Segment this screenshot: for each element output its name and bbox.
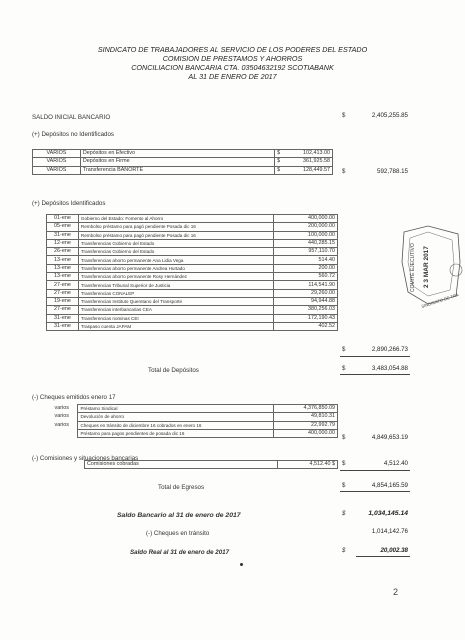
- total-egresos-label: Total de Egresos: [158, 484, 205, 491]
- table-row: 27-ene Transferencias CONALEP 29,260.00: [47, 289, 338, 297]
- table-row: varios Devolución de ahorro 49,810.31: [46, 413, 338, 421]
- depositos-no-identificados-table: [32, 149, 333, 175]
- table-row: 12-ene Transferencias Gobierno del Estado 440,285.15: [47, 239, 338, 247]
- table-row: VARIOS Depósitos en Firme $ 361,925.58: [33, 158, 333, 166]
- saldo-bancario-value: 1,034,145.14: [368, 510, 408, 517]
- saldo-bancario-currency: $: [342, 510, 346, 517]
- table-row: varios Cheques en tránsito de diciembre 16 cobrados en enero 16 22,992.79: [46, 421, 338, 429]
- stamp-date: 2 3 MAR 2017: [423, 246, 430, 288]
- comisiones-total-currency: $: [342, 460, 346, 467]
- header-line-4: AL 31 DE ENERO DE 2017: [188, 72, 277, 81]
- header-line-1: SINDICATO DE TRABAJADORES AL SERVICIO DE LOS PODERES DEL ESTADO: [97, 45, 368, 54]
- header-line-2: COMISION DE PRESTAMOS Y AHORROS: [162, 54, 303, 63]
- header-line-3: CONCILIACION BANCARIA CTA. 03504632192 SCOTIABANK: [131, 63, 334, 72]
- depositos-no-identificados-title: (+) Depósitos no Identificados: [32, 131, 115, 138]
- stamp-bottom-text: SINDICATO DE TRA: [420, 292, 460, 309]
- subtotal-underline: [340, 356, 410, 357]
- total-egresos-currency: $: [342, 482, 346, 489]
- total-depositos-currency: $: [342, 365, 346, 372]
- saldo-inicial-label: SALDO INICIAL BANCARIO: [32, 114, 111, 121]
- saldo-real-label: Saldo Real al 31 de enero de 2017: [130, 549, 230, 556]
- comisiones-table: [84, 460, 338, 469]
- cheques-emitidos-total-currency: $: [342, 434, 346, 441]
- total-egresos-underline: [340, 491, 410, 492]
- depositos-no-identificados-total-currency: $: [342, 168, 346, 175]
- table-row: 27-ene Transferencias interbancarias CEA 380,256.03: [47, 306, 338, 314]
- total-depositos-label: Total de Depósitos: [148, 367, 199, 374]
- table-row: 19-ene Transferencias Instituto Queretano del Transporte 94,944.88: [47, 297, 338, 305]
- ink-dot: [240, 563, 243, 566]
- stamp-seal-icon: [450, 264, 462, 276]
- comisiones-title: (-) Comisiones y situaciones bancarias: [32, 455, 139, 462]
- table-row: 13-ene Transferencias ahorro permanente Andrea Hurtado 200.00: [47, 264, 338, 272]
- depositos-identificados-title: (+) Depósitos Identificados: [32, 200, 106, 207]
- table-row: 13-ene Transferencias ahorro permanente Rosy Hernández 560.72: [47, 273, 338, 281]
- total-depositos-underline: [340, 374, 410, 375]
- cheques-emitidos-total: 4,849,653.19: [371, 434, 408, 441]
- stamp-top-text: COMITÉ EJECUTIVO: [410, 243, 416, 292]
- saldo-real-underline: [356, 556, 410, 557]
- table-row: 26-ene Transferencias Gobierno del Estado 957,110.70: [47, 248, 338, 256]
- table-row: 13-ene Transferencias ahorro permanente Ana Lidia Vega 514.40: [47, 256, 338, 264]
- table-row: VARIOS Depósitos en Efectivo $ 102,413.00: [33, 150, 333, 158]
- table-row: 31-ene Traspaso cuenta JAPAM 402.52: [47, 322, 338, 330]
- table-row: VARIOS Transferencia BANORTE $ 128,449.57: [33, 166, 333, 174]
- saldo-real-value: 20,002.38: [380, 547, 408, 554]
- table-row: Comisiones cobradas 4,512.40 $: [85, 461, 338, 469]
- page-number: 2: [393, 587, 399, 597]
- saldo-real-currency: $: [342, 547, 346, 554]
- official-stamp: [398, 222, 464, 310]
- depositos-identificados-total: 2,890,266.73: [371, 346, 408, 353]
- saldo-bancario-label: Saldo Bancario al 31 de enero de 2017: [117, 512, 241, 519]
- cheques-transito-value: 1,014,142.76: [371, 528, 408, 535]
- depositos-identificados-table: [46, 214, 338, 331]
- total-depositos-value: 3,483,054.88: [371, 365, 408, 372]
- table-row: 27-ene Transferencias Tribunal Superior de Justicia 114,541.90: [47, 281, 338, 289]
- saldo-inicial-currency: $: [342, 112, 346, 119]
- cheques-emitidos-title: (-) Cheques emitidos enero 17: [32, 394, 116, 401]
- cheques-transito-label: (-) Cheques en tránsito: [146, 530, 210, 537]
- cheques-emitidos-table: [46, 404, 338, 438]
- comisiones-total: 4,512.40: [383, 460, 408, 467]
- depositos-identificados-total-currency: $: [342, 346, 346, 353]
- table-row: 01-ene Gobierno del Estado: Fomento al Ahorro 400,000.00: [47, 215, 338, 223]
- depositos-no-identificados-total: 592,788.15: [377, 168, 408, 175]
- comisiones-underline: [340, 470, 410, 471]
- table-row: varios Préstamo Sindical 4,376,850.09: [46, 405, 338, 413]
- total-egresos-value: 4,854,165.59: [371, 482, 408, 489]
- table-row: 05-ene Rembolso préstamo para pagó pendiente Posada dic 16 200,000.00: [47, 223, 338, 231]
- table-row: 31-ene Rembolso préstamo para pagó pendiente Posada dic 16 100,000.00: [47, 231, 338, 239]
- saldo-inicial-value: 2,405,255.85: [371, 112, 408, 119]
- table-row: 31-ene Transferencias nominas CEI 172,190.43: [47, 314, 338, 322]
- table-row: Préstamo para pagos pendientes de posada dic 16 400,000.00: [46, 429, 338, 437]
